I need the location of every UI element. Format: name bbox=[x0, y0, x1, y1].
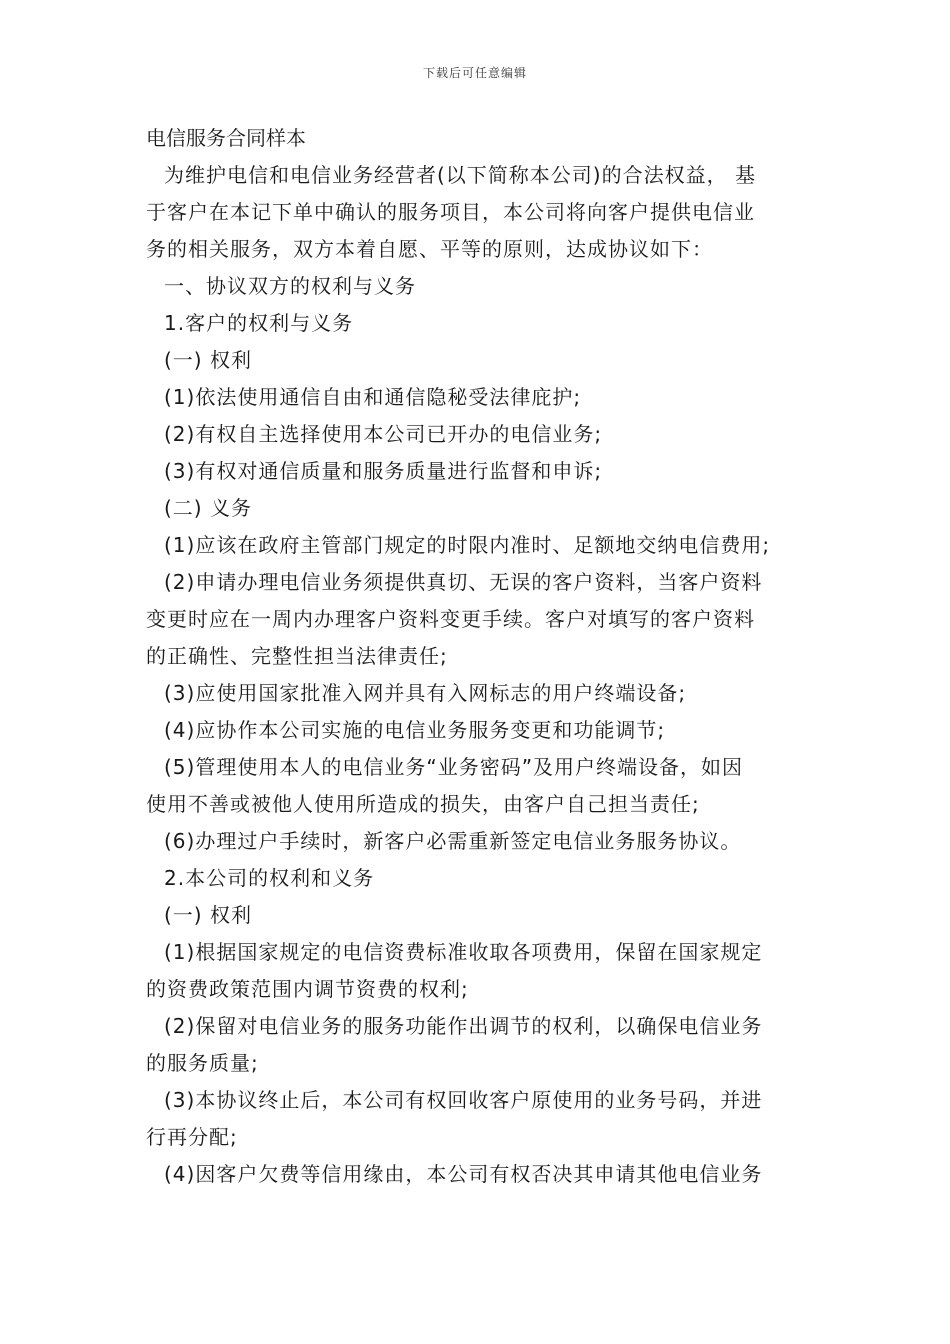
text-line: (4)应协作本公司实施的电信业务服务变更和功能调节; bbox=[164, 718, 666, 742]
text-line: 变更时应在一周内办理客户资料变更手续。客户对填写的客户资料 bbox=[146, 607, 755, 631]
text-line: (1)应该在政府主管部门规定的时限内准时、足额地交纳电信费用; bbox=[164, 533, 771, 557]
text-line: (3)本协议终止后，本公司有权回收客户原使用的业务号码，并进 bbox=[164, 1088, 763, 1112]
text-line: 于客户在本记下单中确认的服务项目，本公司将向客户提供电信业 bbox=[146, 200, 755, 224]
text-line: 2.本公司的权利和义务 bbox=[164, 866, 375, 890]
text-line: (5)管理使用本人的电信业务“业务密码”及用户终端设备，如因 bbox=[164, 755, 744, 779]
text-line: (1)根据国家规定的电信资费标准收取各项费用，保留在国家规定 bbox=[164, 940, 763, 964]
text-line: 为维护电信和电信业务经营者(以下简称本公司)的合法权益， 基 bbox=[164, 163, 756, 187]
text-line: 一、协议双方的权利与义务 bbox=[164, 274, 416, 298]
text-line: 的资费政策范围内调节资费的权利; bbox=[146, 977, 469, 1001]
document-body bbox=[146, 120, 808, 1193]
text-line: 务的相关服务，双方本着自愿、平等的原则，达成协议如下： bbox=[146, 237, 713, 261]
text-line: (二) 义务 bbox=[164, 496, 252, 520]
text-line: (2)申请办理电信业务须提供真切、无误的客户资料，当客户资料 bbox=[164, 570, 763, 594]
text-line: (一) 权利 bbox=[164, 903, 252, 927]
text-line: 使用不善或被他人使用所造成的损失，由客户自己担当责任; bbox=[146, 792, 700, 816]
text-line: (1)依法使用通信自由和通信隐秘受法律庇护; bbox=[164, 385, 582, 409]
text-line: (3)应使用国家批准入网并具有入网标志的用户终端设备; bbox=[164, 681, 687, 705]
text-line: (3)有权对通信质量和服务质量进行监督和申诉; bbox=[164, 459, 603, 483]
document-paragraphs bbox=[146, 157, 808, 1193]
text-line: (4)因客户欠费等信用缘由，本公司有权否决其申请其他电信业务 bbox=[164, 1162, 763, 1186]
document-title: 电信服务合同样本 bbox=[146, 126, 306, 150]
text-line: 行再分配; bbox=[146, 1125, 238, 1149]
text-line: (2)有权自主选择使用本公司已开办的电信业务; bbox=[164, 422, 603, 446]
header-note: 下载后可任意编辑 bbox=[422, 66, 527, 80]
text-line: (6)办理过户手续时，新客户必需重新签定电信业务服务协议。 bbox=[164, 829, 742, 853]
text-line: 的服务质量; bbox=[146, 1051, 259, 1075]
text-line: (2)保留对电信业务的服务功能作出调节的权利，以确保电信业务 bbox=[164, 1014, 763, 1038]
text-line: (一) 权利 bbox=[164, 348, 252, 372]
text-line: 1.客户的权利与义务 bbox=[164, 311, 354, 335]
text-line: 的正确性、完整性担当法律责任; bbox=[146, 644, 448, 668]
